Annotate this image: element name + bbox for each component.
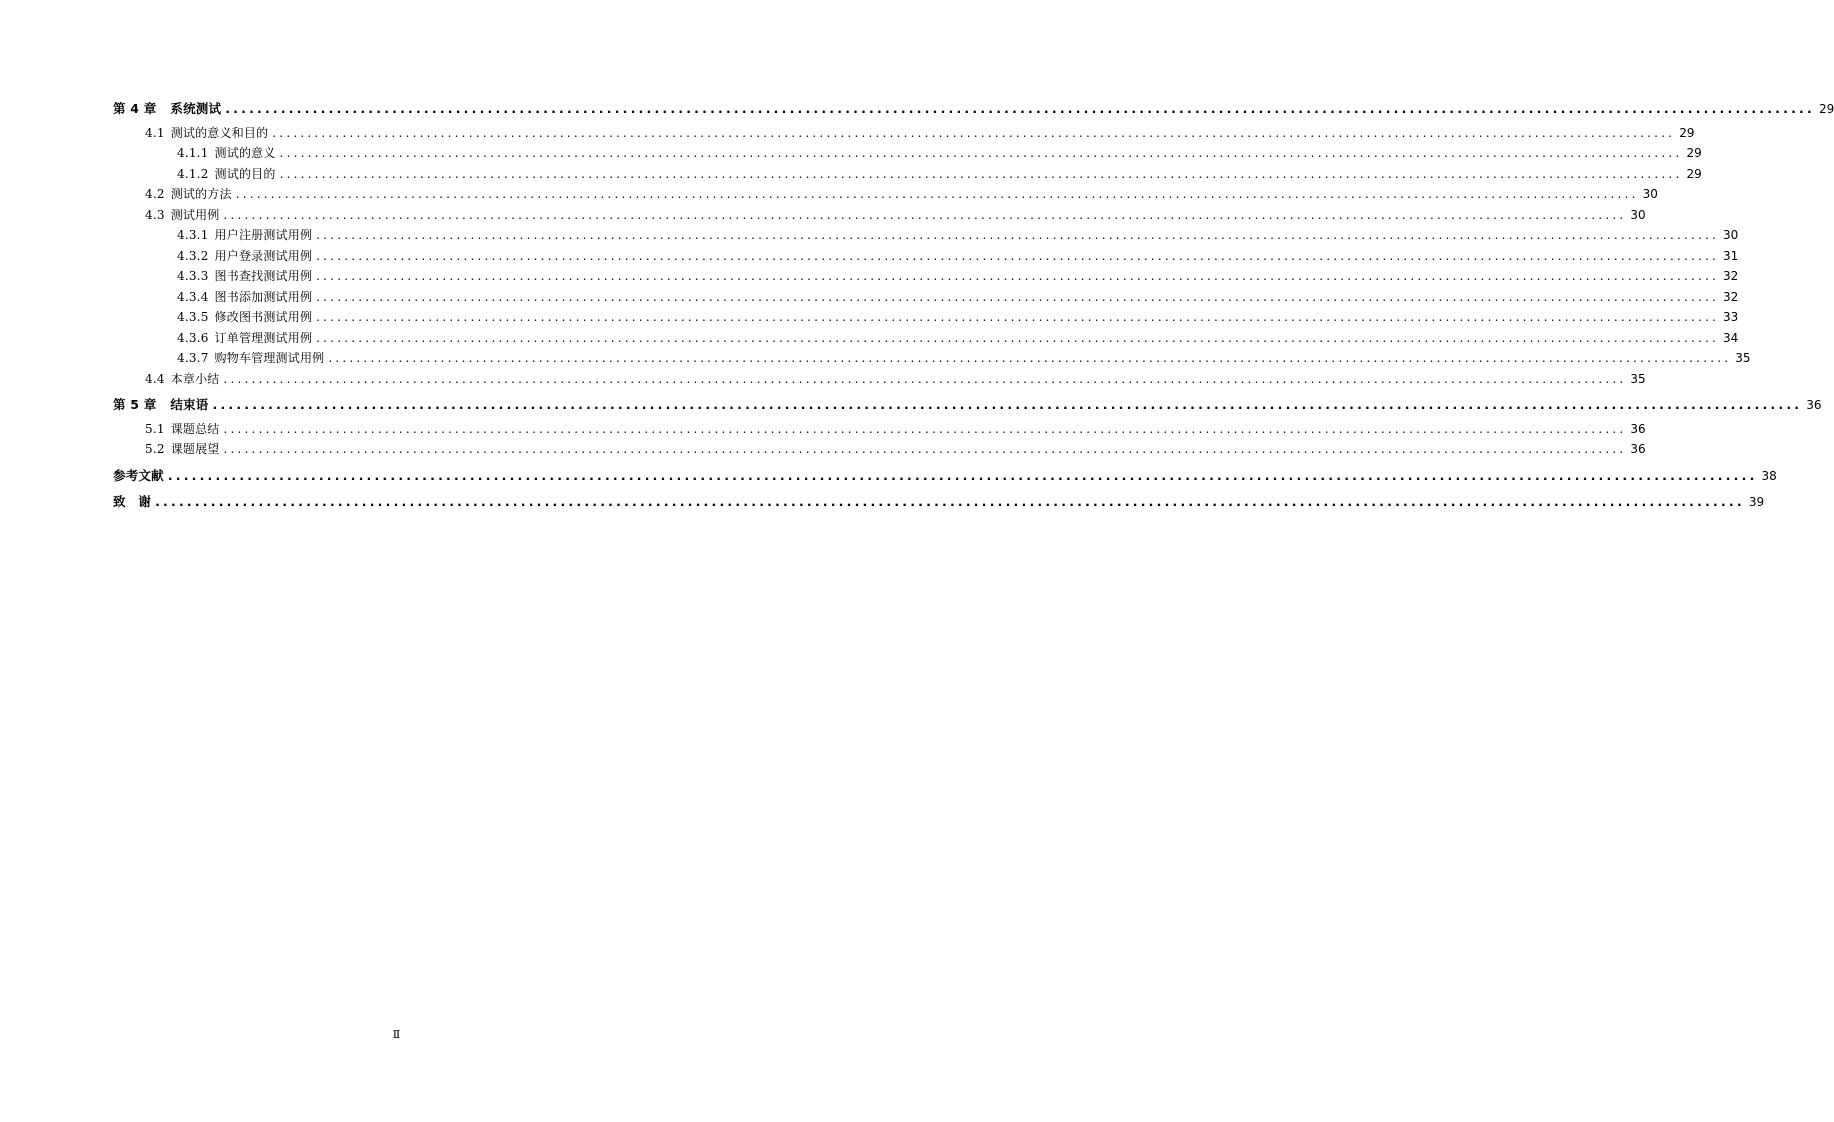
toc-entry-text: 致 谢 (113, 494, 152, 509)
toc-entry-title (177, 328, 312, 349)
toc-entry-text: 测试的意义和目的 (170, 125, 269, 140)
toc-entry-title (145, 123, 268, 144)
toc-entry-title (177, 246, 312, 267)
toc-entry-text: 课题总结 (170, 421, 220, 436)
toc-entry-title (177, 287, 312, 308)
toc-entry-number: 4.1 (145, 125, 165, 140)
toc-entry-page: 31 (1723, 248, 1739, 263)
toc-entry-page: 30 (1723, 228, 1739, 242)
toc-entry-number: 4.2 (145, 187, 165, 201)
dot-leader: ........................................................................................................................................................................................................ (316, 289, 1720, 304)
toc-entry-page: 32 (1723, 269, 1739, 283)
toc-entry-title (145, 439, 220, 460)
toc-entry-title (145, 419, 220, 440)
toc-entry-number: 第 4 章 (113, 101, 157, 116)
toc-entry[interactable] (113, 492, 1765, 513)
toc-entry-number: 第 5 章 (113, 397, 157, 412)
toc-entry-page: 29 (1818, 102, 1834, 116)
toc-entry-text: 课题展望 (170, 442, 220, 456)
dot-leader: ........................................................................................................................................................................................................ (328, 351, 1732, 365)
toc-entry[interactable] (113, 205, 1646, 226)
toc-entry[interactable] (113, 164, 1702, 185)
toc-entry-page: 36 (1630, 421, 1646, 436)
dot-leader: ........................................................................................................................................................................................................ (316, 310, 1720, 324)
toc-entry-title (113, 492, 151, 513)
toc-entry[interactable] (113, 123, 1695, 144)
table-of-contents (113, 99, 1834, 516)
toc-entry-text: 修改图书测试用例 (214, 310, 313, 324)
toc-entry-number: 4.3 (145, 207, 165, 222)
toc-entry-title (177, 164, 276, 185)
toc-entry-title (177, 266, 312, 287)
dot-leader: ........................................................................................................................................................................................................ (225, 101, 1815, 116)
dot-leader: ........................................................................................................................................................................................................ (212, 397, 1803, 412)
toc-entry-text: 测试的方法 (170, 187, 232, 201)
toc-entry-number: 4.3.6 (177, 330, 209, 345)
toc-entry[interactable] (113, 246, 1739, 267)
toc-entry-number: 4.3.5 (177, 310, 209, 324)
toc-entry-title (177, 143, 276, 164)
dot-leader: ........................................................................................................................................................................................................ (279, 166, 1683, 181)
toc-entry-text: 测试的意义 (214, 146, 276, 160)
toc-entry[interactable] (113, 466, 1777, 487)
dot-leader: ........................................................................................................................................................................................................ (316, 269, 1720, 283)
toc-entry-page: 35 (1630, 371, 1646, 386)
toc-entry-text: 结束语 (170, 397, 209, 412)
toc-entry-title (145, 205, 220, 226)
toc-entry-title (177, 225, 312, 246)
toc-entry-number: 4.1.2 (177, 166, 209, 181)
toc-entry-text: 本章小结 (170, 371, 220, 386)
dot-leader: ........................................................................................................................................................................................................ (316, 248, 1720, 263)
toc-entry-page: 29 (1686, 166, 1702, 181)
toc-entry-number: 4.3.1 (177, 228, 209, 242)
dot-leader: ........................................................................................................................................................................................................ (167, 467, 1758, 483)
toc-entry-text: 用户登录测试用例 (214, 248, 313, 263)
toc-entry-number: 4.3.3 (177, 269, 209, 283)
toc-entry-text: 订单管理测试用例 (214, 330, 313, 345)
toc-entry-title (113, 99, 221, 120)
page-number: Ⅱ (392, 1028, 401, 1041)
toc-entry[interactable] (113, 184, 1658, 205)
toc-entry-text: 测试用例 (170, 207, 220, 222)
dot-leader: ........................................................................................................................................................................................................ (155, 494, 1745, 509)
toc-entry-text: 参考文献 (113, 467, 164, 483)
toc-entry-text: 图书添加测试用例 (214, 289, 313, 304)
toc-entry[interactable] (113, 143, 1702, 164)
dot-leader: ........................................................................................................................................................................................................ (235, 187, 1639, 201)
toc-entry-title (113, 395, 209, 416)
toc-entry-text: 用户注册测试用例 (214, 228, 313, 242)
toc-entry-number: 4.3.7 (177, 351, 209, 365)
toc-entry[interactable] (113, 266, 1739, 287)
toc-entry[interactable] (113, 439, 1646, 460)
toc-entry-page: 32 (1723, 289, 1739, 304)
toc-entry[interactable] (113, 348, 1751, 369)
toc-entry-page: 29 (1679, 125, 1695, 140)
toc-entry-number: 4.3.2 (177, 248, 209, 263)
dot-leader: ........................................................................................................................................................................................................ (279, 146, 1683, 160)
toc-entry-page: 36 (1806, 398, 1822, 412)
toc-entry-title (145, 184, 232, 205)
toc-entry-text: 系统测试 (170, 101, 222, 116)
toc-entry-page: 35 (1735, 351, 1751, 365)
dot-leader: ........................................................................................................................................................................................................ (272, 125, 1676, 140)
dot-leader: ........................................................................................................................................................................................................ (316, 228, 1720, 242)
toc-entry-page: 33 (1723, 310, 1739, 324)
toc-entry[interactable] (113, 225, 1739, 246)
toc-entry-title (177, 348, 324, 369)
toc-entry-page: 30 (1630, 207, 1646, 222)
toc-entry-text: 图书查找测试用例 (214, 269, 313, 283)
toc-list (113, 99, 1834, 513)
dot-leader: ........................................................................................................................................................................................................ (223, 421, 1627, 436)
toc-entry-page: 38 (1761, 468, 1777, 483)
toc-entry-page: 29 (1686, 146, 1702, 160)
toc-entry-page: 34 (1723, 330, 1739, 345)
dot-leader: ........................................................................................................................................................................................................ (223, 442, 1627, 456)
toc-entry-page: 30 (1642, 187, 1658, 201)
toc-entry[interactable] (113, 369, 1646, 390)
toc-entry[interactable] (113, 307, 1739, 328)
dot-leader: ........................................................................................................................................................................................................ (223, 371, 1627, 386)
toc-entry-text: 测试的目的 (214, 166, 276, 181)
toc-entry-page: 36 (1630, 442, 1646, 456)
toc-entry[interactable] (113, 395, 1822, 416)
toc-entry-number: 4.3.4 (177, 289, 209, 304)
dot-leader: ........................................................................................................................................................................................................ (223, 207, 1627, 222)
dot-leader: ........................................................................................................................................................................................................ (316, 330, 1720, 345)
toc-entry-title (177, 307, 312, 328)
toc-entry[interactable] (113, 419, 1646, 440)
toc-entry-title (145, 369, 220, 390)
toc-entry[interactable] (113, 287, 1739, 308)
toc-entry-number: 4.1.1 (177, 146, 209, 160)
toc-entry-page: 39 (1748, 495, 1765, 509)
toc-entry-title (113, 466, 164, 487)
toc-entry-number: 5.2 (145, 442, 165, 456)
toc-entry-text: 购物车管理测试用例 (214, 351, 325, 365)
toc-entry-number: 5.1 (145, 421, 165, 436)
toc-entry[interactable] (113, 99, 1834, 120)
toc-entry[interactable] (113, 328, 1739, 349)
toc-entry-number: 4.4 (145, 371, 165, 386)
